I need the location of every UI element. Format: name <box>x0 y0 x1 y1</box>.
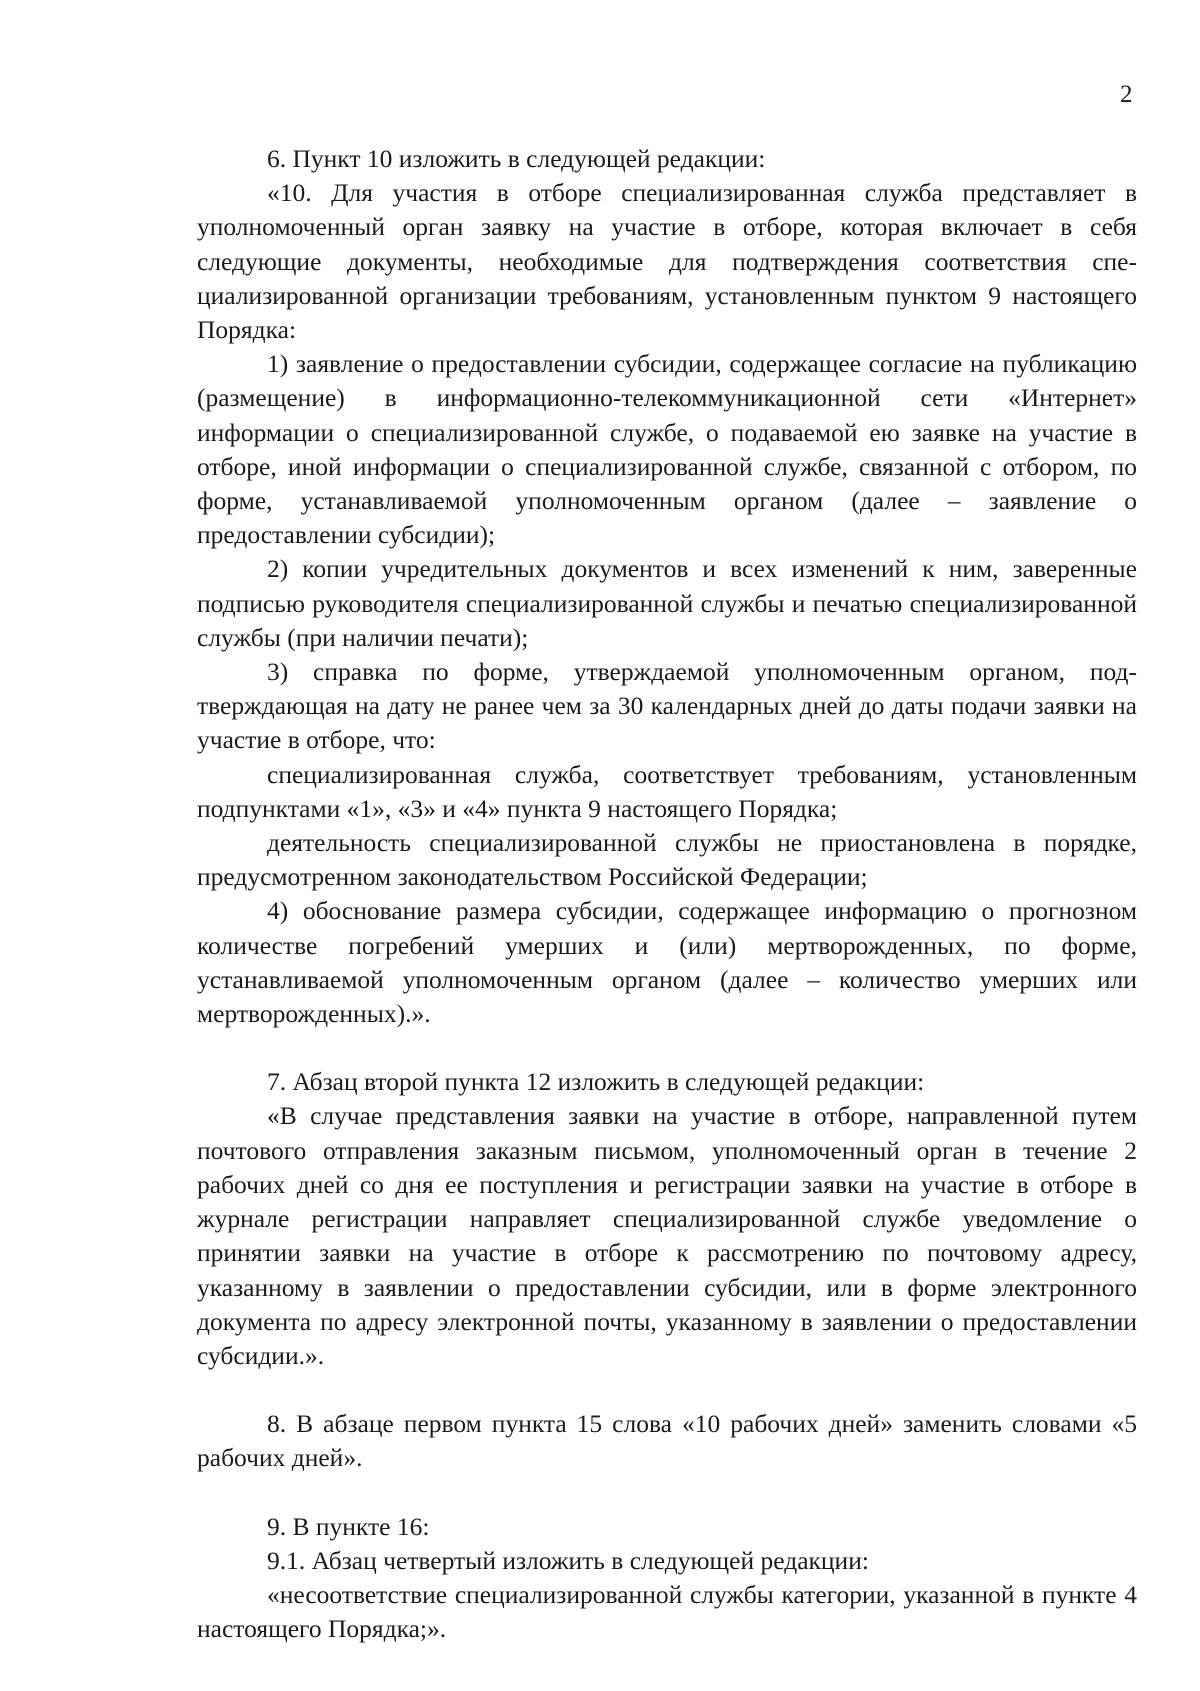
page-number: 2 <box>1120 81 1133 108</box>
section-item-8 <box>197 1407 1137 1475</box>
section-item-6 <box>197 142 1137 1031</box>
paragraph: 1) заявление о предоставлении субсидии, содержащее согласие на публикацию (размещение) в информационно-телекоммуникационной сети «Интернет» информации о специализированной службе, о подаваемой ею заявке на участие в отборе, иной информации о специализированной службе, связанной с отбором, по форме, устанавливаемой уполномоченным органом (далее – заявление о предоставлении субсидии); <box>197 349 1137 550</box>
section-heading: 8. В абзаце первом пункта 15 слова «10 рабочих дней» заменить словами «5 рабочих дней». <box>197 1409 1137 1473</box>
paragraph: «В случае представления заявки на участие в отборе, направленной путем почтового отправления заказным письмом, уполномоченный орган в течение 2 рабочих дней со дня ее поступления и регистрации заявки на участие в отборе в журнале регистрации направляет специализированной службе уведомление о принятии заявки на участие в отборе к рассмотрению по почтовому адресу, указанному в заявлении о предоставлении субсидии, или в форме электронного документа по адресу электронной почты, указанному в заявлении о предоставлении субсидии.». <box>197 1101 1137 1370</box>
section-heading: 7. Абзац второй пункта 12 изложить в следующей редакции: <box>267 1067 925 1097</box>
paragraph: 4) обоснование размера субсидии, содержащее информацию о прогнозном количестве погребений умерших и (или) мертворожденных, по форме, устанавливаемой уполномоченным органом (далее – количество умерших или мертворожденных).». <box>197 896 1137 1029</box>
section-item-9 <box>197 1510 1137 1647</box>
section-spacer <box>197 1373 1137 1407</box>
paragraph: 3) справка по форме, утверждаемой уполномоченным органом, подтверждающая на дату не ранее чем за 30 календарных дней до даты подачи заявки на участие в отборе, что: <box>197 657 1137 755</box>
paragraph: специализированная служба, соответствует требованиям, установленным подпунктами «1», «3» и «4» пункта 9 настоящего Порядка; <box>197 759 1137 823</box>
section-spacer <box>197 1476 1137 1510</box>
section-heading: 9. В пункте 16: <box>267 1511 430 1541</box>
document-body <box>197 142 1137 1646</box>
paragraph: «несоответствие специализированной службы категории, указанной в пункте 4 настоящего Порядка;». <box>197 1579 1137 1644</box>
section-spacer <box>197 1031 1137 1065</box>
paragraph: «10. Для участия в отборе специализированная служба представляет в уполномоченный орган заявку на участие в отборе, которая включает в себя следующие документы, необходимые для подтверждения соответствия специализированной организации требованиям, установленным пунктом 9 настоящего Порядка: <box>197 178 1137 345</box>
paragraph: 2) копии учредительных документов и всех изменений к ним, заверенные подписью руководителя специализированной службы и печатью специализированной службы (при наличии печати); <box>197 554 1137 652</box>
paragraph: деятельность специализированной службы не приостановлена в порядке, предусмотренном законодательством Российской Федерации; <box>197 828 1137 892</box>
paragraph: 9.1. Абзац четвертый изложить в следующей редакции: <box>267 1545 869 1575</box>
section-item-7 <box>197 1065 1137 1373</box>
section-heading: 6. Пункт 10 изложить в следующей редакции: <box>267 144 766 173</box>
